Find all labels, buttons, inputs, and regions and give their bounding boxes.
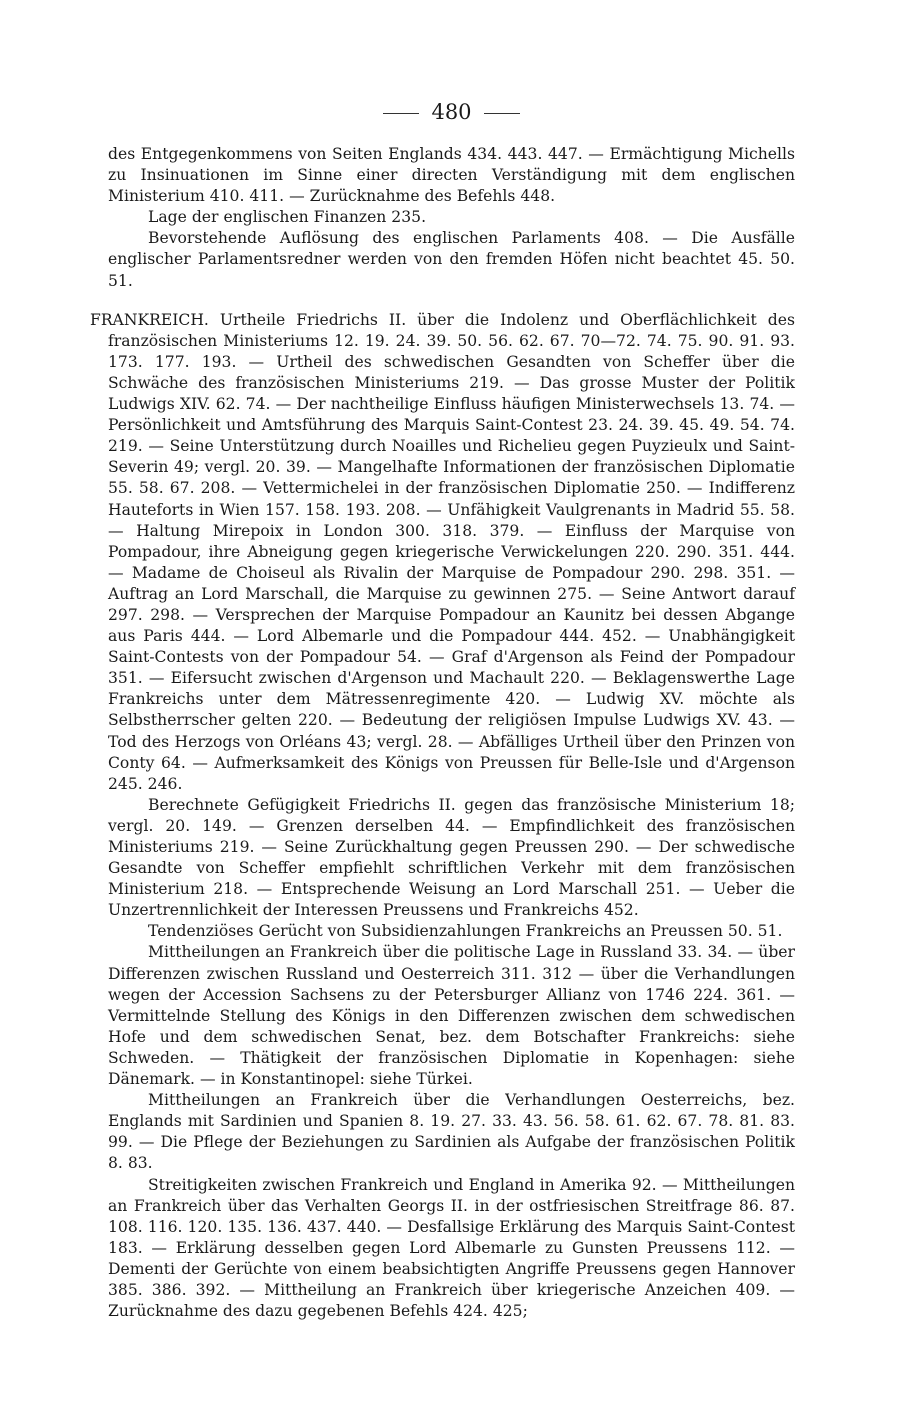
paragraph-america-disputes: Streitigkeiten zwischen Frankreich und England in Amerika 92. — Mittheilungen an Frankreich über das Verhalten Georgs II. in der ostfriesischen Streitfrage 86. 87. 108. 116. 120. 135. 136. 437. 440. — Desfallsige Erklärung des Marquis Saint-Contest 183. — Erklärung desselben gegen Lord Albemarle zu Gunsten Preussens 112. — Dementi der Gerüchte von einem beabsichtigten Angriffe Preussens gegen Hannover 385. 386. 392. — Mittheilung an Frankreich über kriegerische Anzeichen 409. — Zurücknahme des dazu gegebenen Befehls 424. 425; [108, 1175, 795, 1321]
paragraph-russia-communications: Mittheilungen an Frankreich über die politische Lage in Russland 33. 34. — über Differenzen zwischen Russland und Oesterreich 311. 312 — über die Verhandlungen wegen der Accession Sachsens zu der Petersburger Allianz von 1746 224. 361. — Vermittelnde Stellung des Königs in den Differenzen zwischen dem schwedischen Hofe und dem schwedischen Senat, bez. dem Botschafter Frankreichs: siehe Schweden. — Thätigkeit der französischen Diplomatie in Kopenhagen: siehe Dänemark. — in Konstantinopel: siehe Türkei. [108, 943, 795, 1089]
page-number: 480 [431, 100, 472, 124]
paragraph-parliament-dissolution: Bevorstehende Auflösung des englischen Parlaments 408. — Die Ausfälle englischer Parlamentsredner werden von den fremden Höfen nicht beachtet 45. 50. 51. [108, 229, 795, 290]
paragraph-frankreich-entry: FRANKREICH. Urtheile Friedrichs II. über die Indolenz und Oberflächlichkeit des französischen Ministeriums 12. 19. 24. 39. 50. 56. 62. 67. 70—72. 74. 75. 90. 91. 93. 173. 177. 193. — Urtheil des schwedischen Gesandten von Scheffer über die Schwäche des französischen Ministeriums 219. — Das grosse Muster der Politik Ludwigs XIV. 62. 74. — Der nachtheilige Einfluss häufigen Ministerwechsels 13. 74. — Persönlichkeit und Amtsführung des Marquis Saint-Contest 23. 24. 39. 45. 49. 54. 74. 219. — Seine Unterstützung durch Noailles und Richelieu gegen Puyzieulx und Saint-Severin 49; vergl. 20. 39. — Mangelhafte Informationen der französischen Diplomatie 55. 58. 67. 208. — Vettermichelei in der französischen Diplomatie 250. — Indifferenz Hauteforts in Wien 157. 158. 193. 208. — Unfähigkeit Vaulgrenants in Madrid 55. 58. — Haltung Mirepoix in London 300. 318. 379. — Einfluss der Marquise von Pompadour, ihre Abneigung gegen kriegerische Verwickelungen 220. 290. 351. 444. — Madame de Choiseul als Rivalin der Marquise de Pompadour 290. 298. 351. — Auftrag an Lord Marschall, die Marquise zu gewinnen 275. — Seine Antwort darauf 297. 298. — Versprechen der Marquise Pompadour an Kaunitz bei dessen Abgange aus Paris 444. — Lord Albemarle und die Pompadour 444. 452. — Unabhängigkeit Saint-Contests von der Pompadour 54. — Graf d'Argenson als Feind der Pompadour 351. — Eifersucht zwischen d'Argenson und Machault 220. — Beklagenswerthe Lage Frankreichs unter dem Mätressenregimente 420. — Ludwig XV. möchte als Selbstherrscher gelten 220. — Bedeutung der religiösen Impulse Ludwigs XV. 43. — Tod des Herzogs von Orléans 43; vergl. 28. — Abfälliges Urtheil über den Prinzen von Conty 64. — Aufmerksamkeit des Königs von Preussen für Belle-Isle und d'Argenson 245. 246. [90, 310, 795, 793]
document-page [90, 100, 795, 1322]
paragraph-england-continued: des Entgegenkommens von Seiten Englands 434. 443. 447. — Ermächtigung Michells zu Insinuationen im Sinne einer directen Verständigung mit dem englischen Ministerium 410. 411. — Zurücknahme des Befehls 448. [108, 145, 795, 206]
paragraph-subsidy-rumour: Tendenziöses Gerücht von Subsidienzahlungen Frankreichs an Preussen 50. 51. [148, 922, 783, 941]
header-dash-left [383, 113, 419, 114]
paragraph-calculated-compliance: Berechnete Gefügigkeit Friedrichs II. gegen das französische Ministerium 18; vergl. 20. 149. — Grenzen derselben 44. — Empfindlichkeit des französischen Ministeriums 219. — Seine Zurückhaltung gegen Preussen 290. — Der schwedische Gesandte von Scheffer empfiehlt schriftlichen Verkehr mit dem französischen Ministerium 218. — Entsprechende Weisung an Lord Marschall 251. — Ueber die Unzertrennlichkeit der Interessen Preussens und Frankreichs 452. [108, 795, 795, 920]
section-gap [108, 292, 795, 310]
page-header [108, 100, 795, 122]
paragraph-sardinia-spain: Mittheilungen an Frankreich über die Verhandlungen Oesterreichs, bez. Englands mit Sardinien und Spanien 8. 19. 27. 33. 43. 56. 58. 61. 62. 67. 78. 81. 83. 99. — Die Pflege der Beziehungen zu Sardinien als Aufgabe der französischen Politik 8. 83. [108, 1091, 795, 1173]
paragraph-english-finances: Lage der englischen Finanzen 235. [148, 208, 427, 227]
header-dash-right [484, 113, 520, 114]
